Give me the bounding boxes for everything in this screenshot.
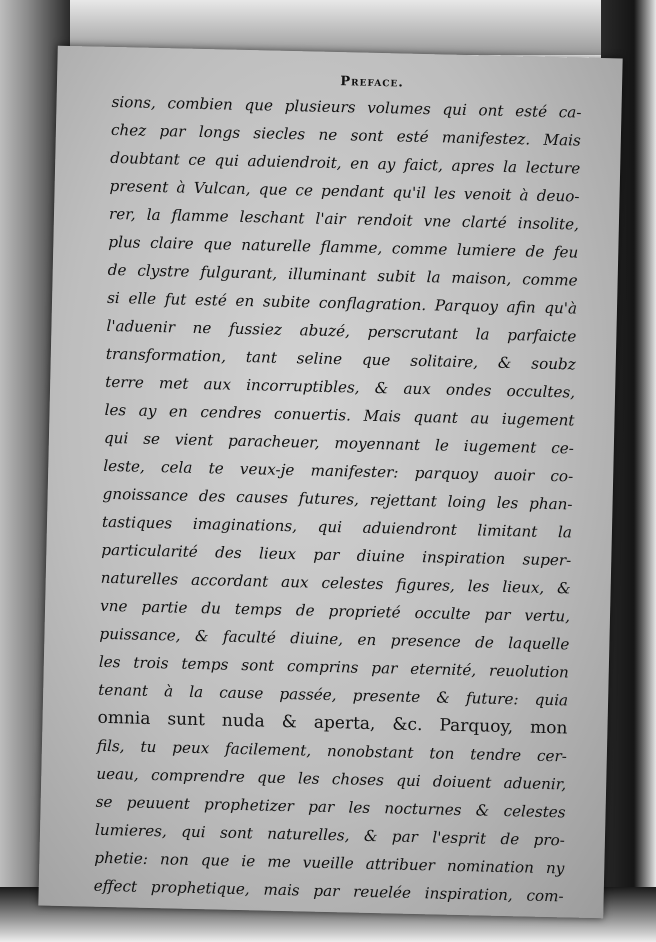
text-line-28: phetie: non que ie me vueille attribuer nomination ny <box>94 848 565 878</box>
text-line-6: plus claire que naturelle flamme, comme lumiere de feu <box>108 232 579 262</box>
text-line-8: si elle fut esté en subite conflagration. Parquoy afin qu'à <box>106 288 578 318</box>
text-line-22: tenant à la cause passée, presente & future: quia <box>98 680 569 710</box>
text-line-2: chez par longs siecles ne sont esté manifestez. Mais <box>110 120 582 150</box>
text-line-9: l'aduenir ne fussiez abuzé, perscrutant la parfaicte <box>106 316 577 346</box>
text-line-5: rer, la flamme leschant l'air rendoit vne clarté insolite, <box>108 204 580 234</box>
text-line-27: lumieres, qui sont naturelles, & par l'esprit de pro- <box>94 820 566 850</box>
text-line-17: particularité des lieux par diuine inspiration super- <box>101 540 572 570</box>
text-line-10: transformation, tant seline que solitaire, & soubz <box>105 344 576 374</box>
text-line-1: sions, combien que plusieurs volumes qui ont esté ca- <box>111 92 582 122</box>
text-line-29: effect prophetique, mais par reuelée inspiration, com- <box>93 876 564 906</box>
text-line-18: naturelles accordant aux celestes figures, les lieux, & <box>100 568 571 598</box>
running-head: Preface. <box>340 74 404 91</box>
text-line-14: leste, cela te veux-je manifester: parquoy auoir co- <box>103 456 574 486</box>
text-line-20: puissance, & faculté diuine, en presence de laquelle <box>99 624 570 654</box>
text-line-25: ueau, comprendre que les choses qui doiuent aduenir, <box>96 764 567 794</box>
text-line-15: gnoissance des causes futures, rejettant loing les phan- <box>102 484 573 514</box>
text-line-21: les trois temps sont comprins par eternité, reuolution <box>98 652 569 682</box>
text-line-7: de clystre fulgurant, illuminant subit la maison, comme <box>107 260 578 290</box>
text-line-16: tastiques imaginations, qui aduiendront limitant la <box>101 512 573 542</box>
text-line-11: terre met aux incorruptibles, & aux ondes occultes, <box>105 372 576 402</box>
text-line-24: fils, tu peux facilement, nonobstant ton tendre cer- <box>96 736 568 766</box>
text-line-26: se peuuent prophetizer par les nocturnes & celestes <box>95 792 566 822</box>
text-line-23: omnia sunt nuda & aperta, &c. Parquoy, mon <box>97 707 568 739</box>
text-line-12: les ay en cendres conuertis. Mais quant au iugement <box>104 400 575 430</box>
text-line-19: vne partie du temps de proprieté occulte par vertu, <box>99 596 571 626</box>
text-line-3: doubtant ce qui aduiendroit, en ay faict, apres la lecture <box>110 148 581 178</box>
book-page <box>38 46 622 919</box>
page-text-block <box>93 69 592 911</box>
text-line-13: qui se vient paracheuer, moyennant le iugement ce- <box>103 428 575 458</box>
text-line-4: present à Vulcan, que ce pendant qu'il les venoit à deuo- <box>109 176 580 206</box>
